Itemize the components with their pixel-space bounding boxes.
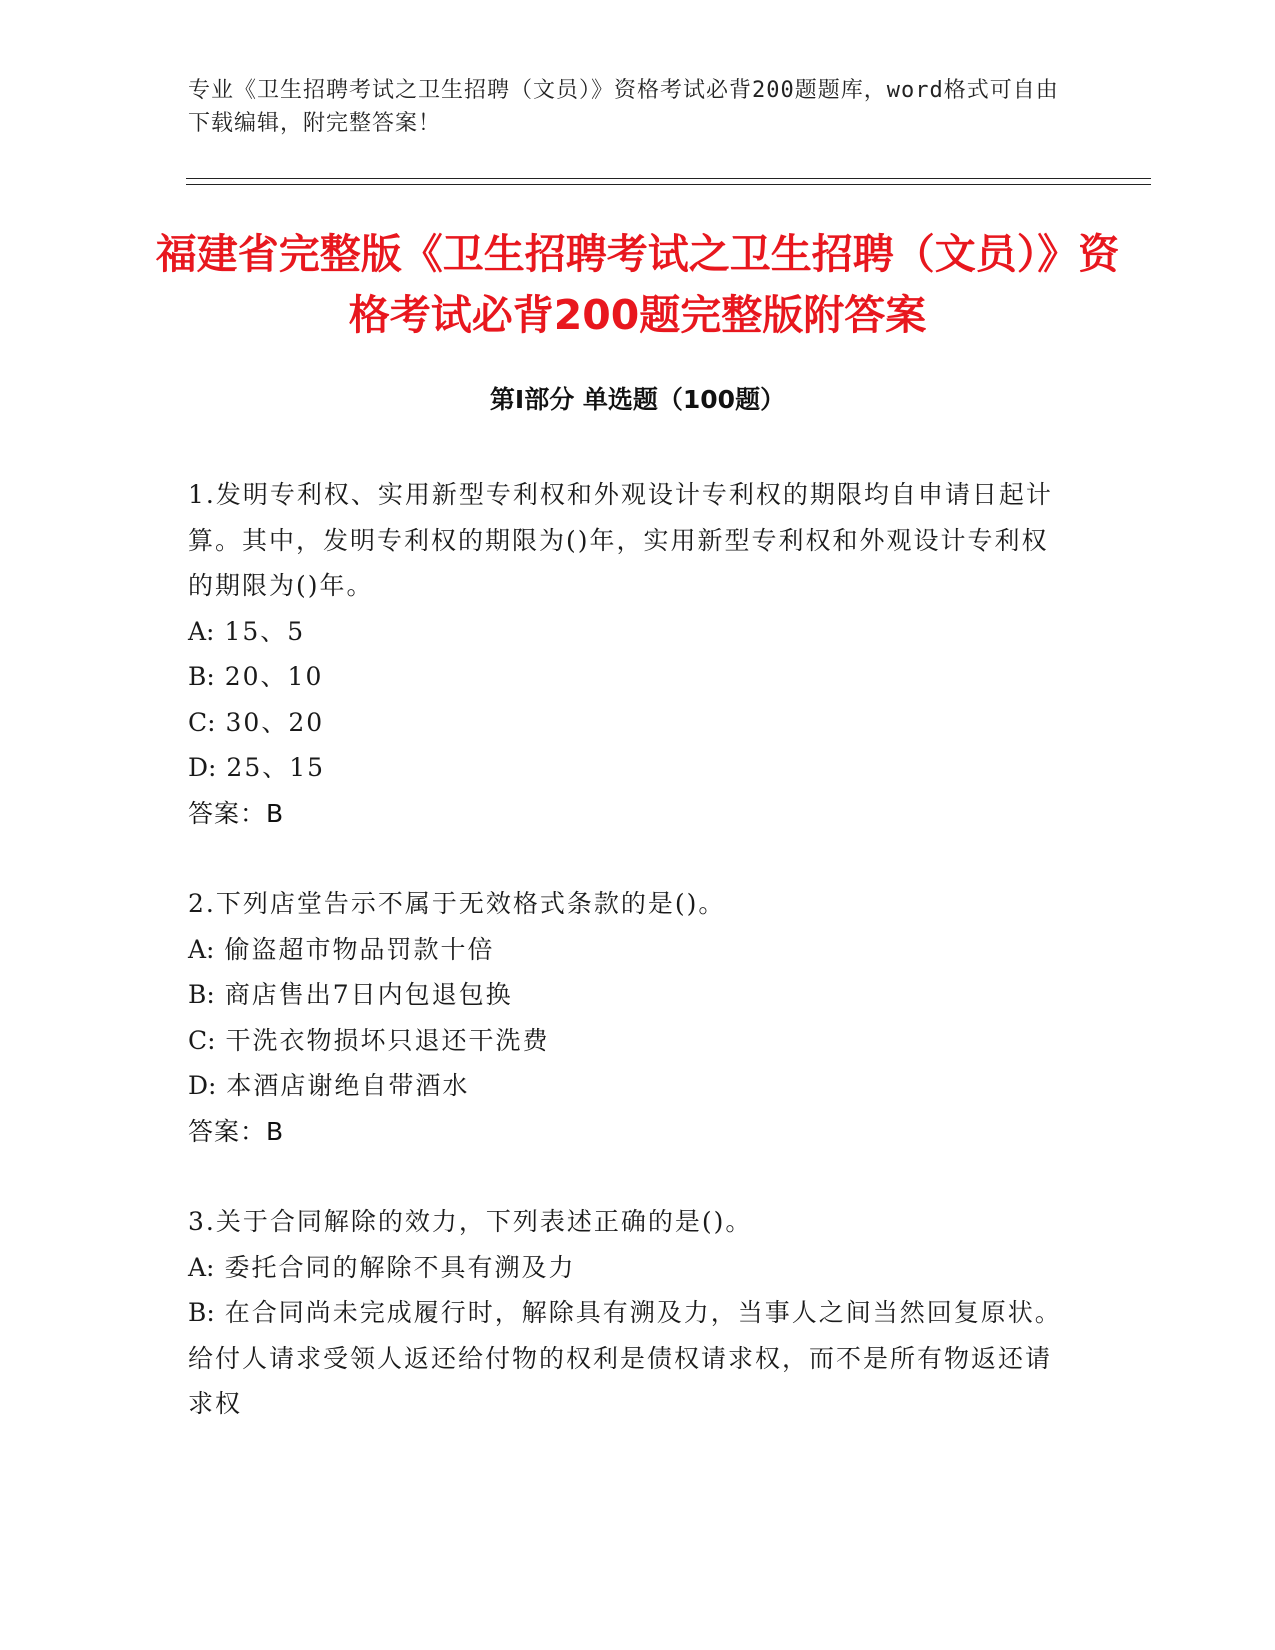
answer-line xyxy=(188,791,1068,837)
option-letter: D: xyxy=(188,753,217,782)
option-text: 20、10 xyxy=(224,662,324,691)
option-text: 15、5 xyxy=(224,616,306,646)
answer-line xyxy=(188,1109,1068,1155)
question-list xyxy=(188,472,1068,1472)
header-divider-bottom xyxy=(186,184,1151,185)
option-letter: C: xyxy=(188,1025,216,1055)
option-d xyxy=(188,745,1068,791)
question-stem: 3.关于合同解除的效力，下列表述正确的是()。 xyxy=(188,1207,753,1236)
option-b xyxy=(188,654,1068,700)
option-text: 委托合同的解除不具有溯及力 xyxy=(224,1252,576,1282)
question-stem: 1.发明专利权、实用新型专利权和外观设计专利权的期限均自申请日起计算。其中，发明专利权的期限为()年，实用新型专利权和外观设计专利权的期限为()年。 xyxy=(188,480,1053,600)
header-divider-top xyxy=(186,178,1151,179)
option-letter: C: xyxy=(188,707,216,737)
option-text: 30、20 xyxy=(225,707,325,737)
option-letter: A: xyxy=(188,616,215,646)
question-2 xyxy=(188,881,1068,1154)
document-title: 福建省完整版《卫生招聘考试之卫生招聘（文员）》资格考试必背200题完整版附答案 xyxy=(155,230,1120,339)
option-text: 在合同尚未完成履行时，解除具有溯及力，当事人之间当然回复原状。给付人请求受领人返还给付物的权利是债权请求权，而不是所有物返还请求权 xyxy=(188,1298,1062,1418)
option-text: 本酒店谢绝自带酒水 xyxy=(226,1071,470,1100)
option-d xyxy=(188,1063,1068,1109)
question-stem: 2.下列店堂告示不属于无效格式条款的是()。 xyxy=(188,889,726,918)
option-c xyxy=(188,1018,1068,1064)
option-b xyxy=(188,1290,1068,1427)
option-a xyxy=(188,1245,1068,1291)
option-a xyxy=(188,927,1068,973)
section-heading: 第I部分 单选题（100题） xyxy=(489,385,786,414)
option-letter: A: xyxy=(188,1252,215,1282)
answer-value: B xyxy=(266,798,285,828)
question-1 xyxy=(188,472,1068,836)
question-3 xyxy=(188,1199,1068,1427)
option-letter: B: xyxy=(188,662,215,691)
option-text: 偷盗超市物品罚款十倍 xyxy=(224,934,495,964)
option-b xyxy=(188,972,1068,1018)
answer-value: B xyxy=(266,1116,285,1146)
option-letter: D: xyxy=(188,1071,217,1100)
option-letter: B: xyxy=(188,980,215,1009)
answer-label: 答案： xyxy=(188,798,267,828)
option-text: 商店售出7日内包退包换 xyxy=(224,980,513,1009)
option-a xyxy=(188,609,1068,655)
answer-label: 答案： xyxy=(188,1116,267,1146)
option-letter: A: xyxy=(188,934,215,964)
header-note: 专业《卫生招聘考试之卫生招聘（文员）》资格考试必背200题题库，word格式可自由下载编辑，附完整答案！ xyxy=(188,78,1059,136)
option-text: 25、15 xyxy=(226,753,326,782)
option-c xyxy=(188,700,1068,746)
option-letter: B: xyxy=(188,1298,215,1327)
option-text: 干洗衣物损坏只退还干洗费 xyxy=(225,1025,550,1055)
